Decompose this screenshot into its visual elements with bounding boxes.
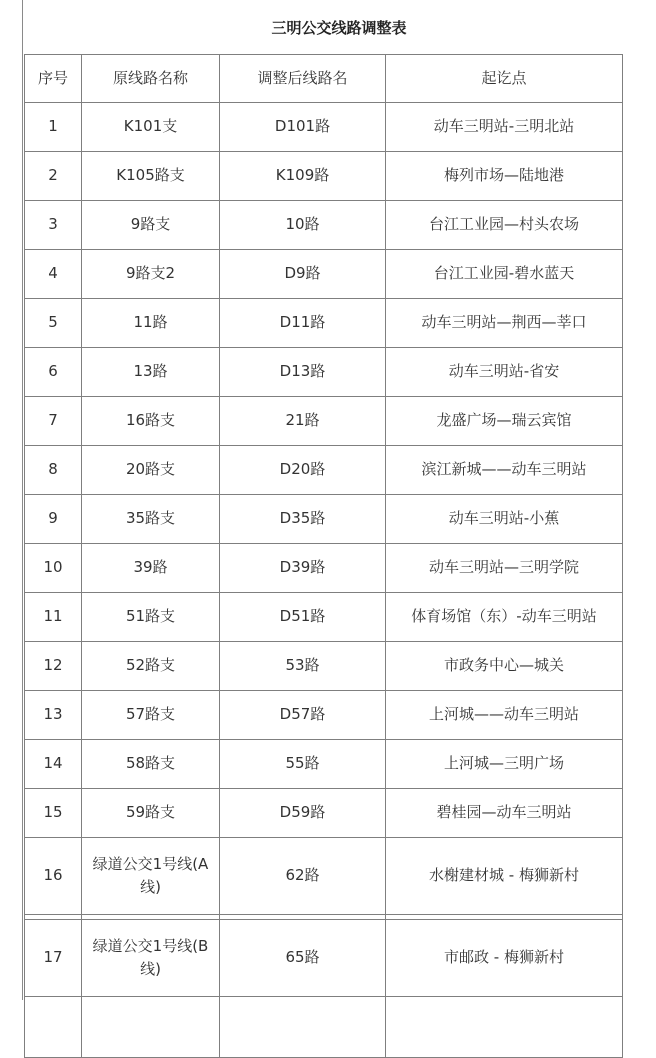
table-row (25, 593, 623, 642)
cell-index: 1 (25, 103, 82, 152)
cell-original-route: 绿道公交1号线(B线) (82, 920, 220, 997)
cell-endpoints: 市邮政 - 梅狮新村 (386, 920, 623, 997)
table-row (25, 920, 623, 997)
cell-index: 14 (25, 740, 82, 789)
cell-index: 16 (25, 838, 82, 915)
cell-endpoints: 动车三明站-小蕉 (386, 495, 623, 544)
cell-original-route: 20路支 (82, 446, 220, 495)
cell-index: 2 (25, 152, 82, 201)
cell-original-route: 58路支 (82, 740, 220, 789)
cell-endpoints: 龙盛广场—瑞云宾馆 (386, 397, 623, 446)
cell-adjusted-route: D9路 (220, 250, 386, 299)
cell-adjusted-route: 65路 (220, 920, 386, 997)
cell-original-route: 13路 (82, 348, 220, 397)
table-row (25, 299, 623, 348)
cell-endpoints: 滨江新城——动车三明站 (386, 446, 623, 495)
cell-empty (220, 997, 386, 1058)
cell-index: 17 (25, 920, 82, 997)
cell-adjusted-route: D51路 (220, 593, 386, 642)
table-row-partial (25, 997, 623, 1058)
table-header-row (25, 55, 623, 103)
table-row (25, 348, 623, 397)
cell-original-route: 9路支 (82, 201, 220, 250)
cell-empty (386, 997, 623, 1058)
cell-endpoints: 动车三明站-省安 (386, 348, 623, 397)
cell-original-route: K105路支 (82, 152, 220, 201)
cell-adjusted-route: D101路 (220, 103, 386, 152)
cell-endpoints: 市政务中心—城关 (386, 642, 623, 691)
cell-endpoints: 体育场馆（东）-动车三明站 (386, 593, 623, 642)
cell-adjusted-route: D11路 (220, 299, 386, 348)
cell-endpoints: 碧桂园—动车三明站 (386, 789, 623, 838)
table-row (25, 789, 623, 838)
header-original-route: 原线路名称 (82, 55, 220, 103)
cell-endpoints: 水榭建材城 - 梅狮新村 (386, 838, 623, 915)
table-row (25, 838, 623, 915)
cell-index: 3 (25, 201, 82, 250)
header-index: 序号 (25, 55, 82, 103)
cell-index: 9 (25, 495, 82, 544)
cell-endpoints: 上河城——动车三明站 (386, 691, 623, 740)
cell-index: 12 (25, 642, 82, 691)
cell-original-route: 16路支 (82, 397, 220, 446)
cell-original-route: 59路支 (82, 789, 220, 838)
cell-endpoints: 动车三明站-三明北站 (386, 103, 623, 152)
cell-endpoints: 动车三明站—三明学院 (386, 544, 623, 593)
cell-index: 8 (25, 446, 82, 495)
cell-adjusted-route: D13路 (220, 348, 386, 397)
table-row (25, 397, 623, 446)
cell-index: 15 (25, 789, 82, 838)
table-row (25, 495, 623, 544)
cell-endpoints: 台江工业园—村头农场 (386, 201, 623, 250)
cell-adjusted-route: D35路 (220, 495, 386, 544)
cell-empty (25, 997, 82, 1058)
table-row (25, 250, 623, 299)
cell-original-route: 57路支 (82, 691, 220, 740)
cell-index: 6 (25, 348, 82, 397)
cell-adjusted-route: 21路 (220, 397, 386, 446)
cell-endpoints: 梅列市场—陆地港 (386, 152, 623, 201)
table-title: 三明公交线路调整表 (271, 18, 407, 37)
cell-adjusted-route: D20路 (220, 446, 386, 495)
cell-index: 10 (25, 544, 82, 593)
cell-index: 4 (25, 250, 82, 299)
cell-index: 7 (25, 397, 82, 446)
cell-index: 11 (25, 593, 82, 642)
cell-adjusted-route: D39路 (220, 544, 386, 593)
cell-original-route: 51路支 (82, 593, 220, 642)
cell-adjusted-route: D57路 (220, 691, 386, 740)
table-row (25, 201, 623, 250)
cell-adjusted-route: D59路 (220, 789, 386, 838)
table-row (25, 544, 623, 593)
cell-endpoints: 动车三明站—荆西—莘口 (386, 299, 623, 348)
cell-empty (82, 997, 220, 1058)
header-endpoints: 起讫点 (386, 55, 623, 103)
header-adjusted-route: 调整后线路名 (220, 55, 386, 103)
table-row (25, 103, 623, 152)
table-row (25, 740, 623, 789)
cell-adjusted-route: 62路 (220, 838, 386, 915)
cell-endpoints: 上河城—三明广场 (386, 740, 623, 789)
cell-index: 13 (25, 691, 82, 740)
table-row (25, 446, 623, 495)
cell-index: 5 (25, 299, 82, 348)
cell-adjusted-route: 10路 (220, 201, 386, 250)
cell-original-route: 绿道公交1号线(A线) (82, 838, 220, 915)
cell-original-route: K101支 (82, 103, 220, 152)
cell-adjusted-route: K109路 (220, 152, 386, 201)
cell-original-route: 35路支 (82, 495, 220, 544)
cell-adjusted-route: 55路 (220, 740, 386, 789)
table-row (25, 642, 623, 691)
cell-endpoints: 台江工业园-碧水蓝天 (386, 250, 623, 299)
table-row (25, 152, 623, 201)
table-row (25, 691, 623, 740)
cell-original-route: 9路支2 (82, 250, 220, 299)
cell-original-route: 11路 (82, 299, 220, 348)
cell-original-route: 52路支 (82, 642, 220, 691)
route-adjustment-table (24, 54, 623, 1058)
cell-original-route: 39路 (82, 544, 220, 593)
cell-adjusted-route: 53路 (220, 642, 386, 691)
